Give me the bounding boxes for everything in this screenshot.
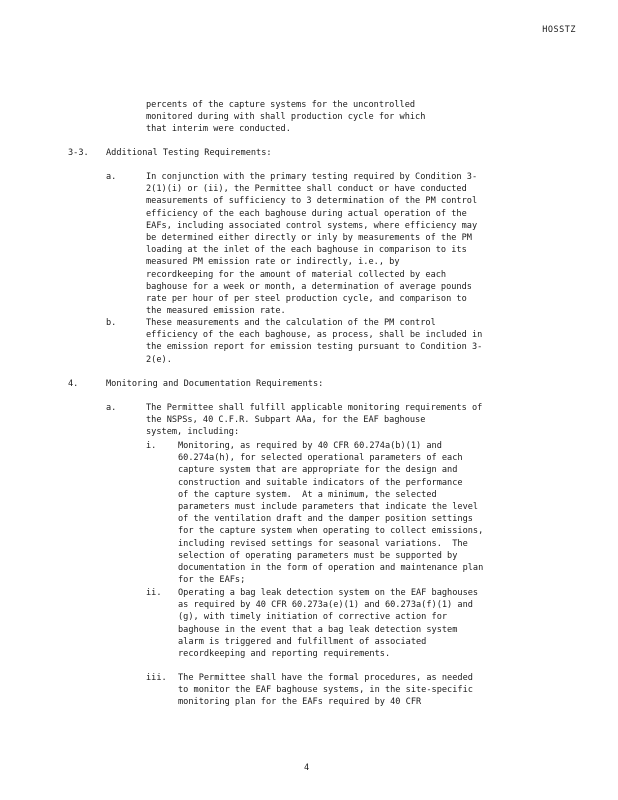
text-line: rate per hour of per steel production cycle, and comparison to: [146, 294, 467, 305]
text-line: measurements of sufficiency to 3 determination of the PM control: [146, 196, 478, 207]
text-line: to monitor the EAF baghouse systems, in the site-specific: [178, 685, 473, 696]
text-line: capture system that are appropriate for the design and: [178, 465, 458, 476]
text-line: selection of operating parameters must be supported by: [178, 550, 458, 561]
text-line: be determined either directly or inly by measurements of the PM: [146, 233, 472, 244]
text-line: recordkeeping and reporting requirements.: [178, 649, 391, 660]
item-b-text: [146, 317, 482, 366]
text-line: The Permittee shall fulfill applicable monitoring requirements of: [146, 403, 483, 413]
text-line: loading at the inlet of the each baghouse in comparison to its: [146, 245, 467, 256]
text-line: the emission report for emission testing pursuant to Condition 3-: [146, 342, 483, 353]
text-line: for the EAFs;: [178, 575, 246, 586]
text-line: Monitoring, as required by 40 CFR 60.274a(b)(1) and: [178, 441, 442, 451]
text-line: for the capture system when operating to collect emissions,: [178, 526, 484, 537]
item-label: ii.: [146, 588, 162, 598]
text-line: recordkeeping for the amount of material collected by each: [146, 269, 447, 280]
continued-paragraph: [146, 99, 425, 136]
text-line: of the ventilation draft and the damper position settings: [178, 514, 473, 525]
text-line: that interim were conducted.: [146, 124, 291, 135]
text-line: baghouse for a week or month, a determination of average pounds: [146, 281, 472, 292]
text-line: alarm is triggered and fulfillment of associated: [178, 636, 427, 647]
item-label: b.: [106, 318, 117, 328]
item-i-text: [178, 440, 483, 586]
item-label: a.: [106, 172, 117, 182]
section-number: 3-3.: [68, 148, 89, 158]
text-line: efficiency of the each baghouse, as process, shall be included in: [146, 330, 483, 341]
item-iii-text: [178, 672, 473, 709]
text-line: 2(1)(i) or (ii), the Permittee shall conduct or have conducted: [146, 184, 467, 195]
item-label: i.: [146, 441, 157, 451]
text-line: Operating a bag leak detection system on the EAF baghouses: [178, 588, 479, 598]
text-line: In conjunction with the primary testing required by Condition 3-: [146, 172, 478, 182]
item-a-text: [146, 171, 477, 317]
section-title: Additional Testing Requirements:: [106, 148, 272, 158]
item-label: a.: [106, 403, 117, 413]
text-line: measured PM emission rate or indirectly, i.e., by: [146, 257, 400, 268]
text-line: monitoring plan for the EAFs required by 40 CFR: [178, 697, 422, 708]
text-line: baghouse in the event that a bag leak detection system: [178, 624, 458, 635]
text-line: parameters must include parameters that indicate the level: [178, 502, 479, 513]
text-line: including revised settings for seasonal variations. The: [178, 538, 468, 549]
text-line: efficiency of the each baghouse during actual operation of the: [146, 208, 467, 219]
text-line: system, including:: [146, 427, 240, 438]
text-line: monitored during with shall production cycle for which: [146, 112, 426, 123]
text-line: as required by 40 CFR 60.273a(e)(1) and 60.273a(f)(1) and: [178, 600, 473, 611]
text-line: of the capture system. At a minimum, the selected: [178, 489, 437, 500]
section-title: Monitoring and Documentation Requirements:: [106, 379, 324, 389]
page-number: 4: [304, 763, 310, 773]
item-ii-text: [178, 587, 478, 660]
text-line: the NSPSs, 40 C.F.R. Subpart AAa, for the EAF baghouse: [146, 415, 426, 426]
text-line: These measurements and the calculation of the PM control: [146, 318, 436, 328]
text-line: 60.274a(h), for selected operational parameters of each: [178, 453, 463, 464]
text-line: percents of the capture systems for the uncontrolled: [146, 100, 416, 110]
text-line: 2(e).: [146, 354, 172, 365]
text-line: construction and suitable indicators of the performance: [178, 477, 463, 488]
text-line: The Permittee shall have the formal procedures, as needed: [178, 673, 473, 683]
item-a2-text: [146, 402, 482, 439]
item-label: iii.: [146, 673, 167, 683]
text-line: EAFs, including associated control systems, where efficiency may: [146, 220, 478, 231]
section-number: 4.: [68, 379, 79, 389]
text-line: the measured emission rate.: [146, 306, 286, 317]
text-line: (g), with timely initiation of corrective action for: [178, 612, 448, 623]
text-line: documentation in the form of operation and maintenance plan: [178, 563, 484, 574]
document-id: HOSSTZ: [542, 25, 576, 35]
